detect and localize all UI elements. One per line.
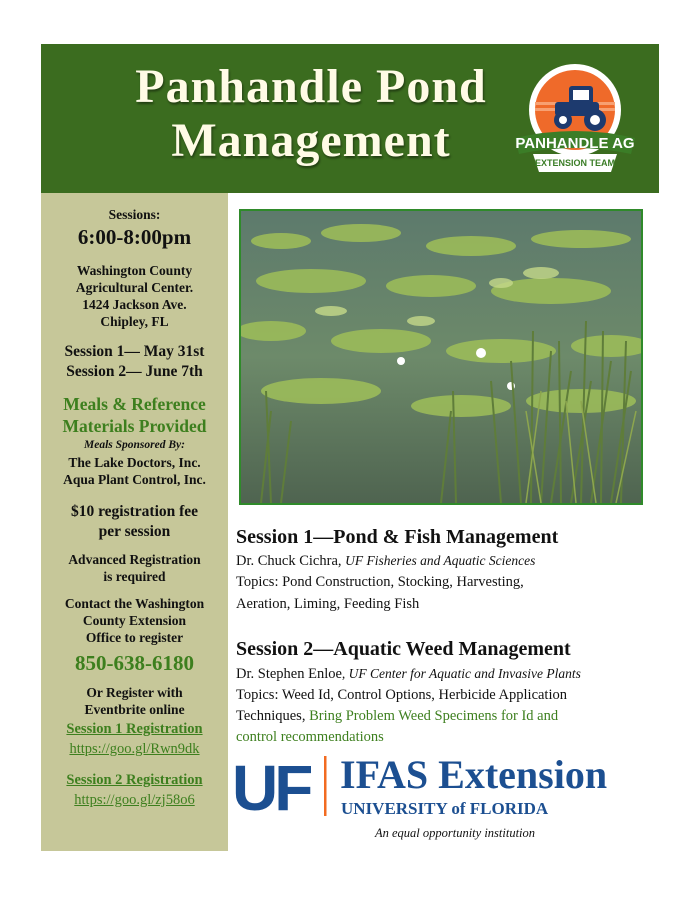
sponsors: The Lake Doctors, Inc. Aqua Plant Control, Inc.	[63, 455, 206, 487]
sidebar	[41, 193, 228, 851]
contact-info: Contact the Washington County Extension Office to register	[64, 596, 205, 645]
svg-text:EXTENSION TEAM: EXTENSION TEAM	[534, 158, 616, 168]
advanced-registration: Advanced Registration is required	[68, 552, 201, 584]
session-time: 6:00-8:00pm	[77, 225, 192, 249]
pond-photo-illustration	[241, 211, 641, 503]
svg-text:UF: UF	[232, 752, 310, 824]
uf-ifas-extension-logo	[232, 752, 662, 824]
sessions-label: Sessions:	[108, 207, 161, 222]
title-line-1: Panhandle Pond	[135, 60, 487, 113]
session2-topics-2: Techniques, Bring Problem Weed Specimens for Id and	[236, 708, 559, 724]
session1-topics-1: Topics: Pond Construction, Stocking, Harvesting,	[236, 574, 524, 590]
page-title	[91, 60, 531, 168]
panhandle-ag-logo	[511, 62, 639, 174]
session1-speaker: Dr. Chuck Cichra, UF Fisheries and Aquatic Sciences	[236, 553, 536, 569]
svg-text:PANHANDLE AG: PANHANDLE AG	[515, 135, 635, 152]
title-line-2: Management	[171, 114, 451, 167]
session2-topics-1: Topics: Weed Id, Control Options, Herbicide Application	[236, 687, 567, 703]
registration-fee: $10 registration fee per session	[70, 503, 199, 540]
phone-number[interactable]: 850-638-6180	[75, 651, 194, 675]
session1-topics-2: Aeration, Liming, Feeding Fish	[236, 596, 420, 612]
session2-heading: Session 2—Aquatic Weed Management	[236, 638, 571, 660]
session2-speaker: Dr. Stephen Enloe, UF Center for Aquatic and Invasive Plants	[236, 666, 581, 682]
header-banner	[41, 44, 659, 193]
session2-registration-url[interactable]: https://goo.gl/zj58o6	[74, 792, 195, 808]
equal-opportunity-statement: An equal opportunity institution	[374, 826, 536, 840]
session1-heading: Session 1—Pond & Fish Management	[236, 526, 559, 548]
svg-text:UNIVERSITY of FLORIDA: UNIVERSITY of FLORIDA	[341, 799, 549, 818]
session1-registration-link[interactable]: Session 1 Registration	[66, 721, 203, 737]
venue-address: Washington County Agricultural Center. 1424 Jackson Ave. Chipley, FL	[75, 263, 194, 329]
session2-topics-3: control recommendations	[236, 729, 384, 745]
session-dates: Session 1— May 31st Session 2— June 7th	[64, 343, 205, 380]
eventbrite-note: Or Register with Eventbrite online	[84, 685, 185, 717]
sponsored-by-label: Meals Sponsored By:	[84, 439, 185, 451]
meals-notice: Meals & Reference Materials Provided	[62, 394, 207, 436]
session1-registration-url[interactable]: https://goo.gl/Rwn9dk	[69, 741, 200, 757]
session2-registration-link[interactable]: Session 2 Registration	[66, 772, 203, 788]
svg-text:IFAS Extension: IFAS Extension	[340, 752, 608, 797]
pond-photo	[239, 209, 643, 505]
